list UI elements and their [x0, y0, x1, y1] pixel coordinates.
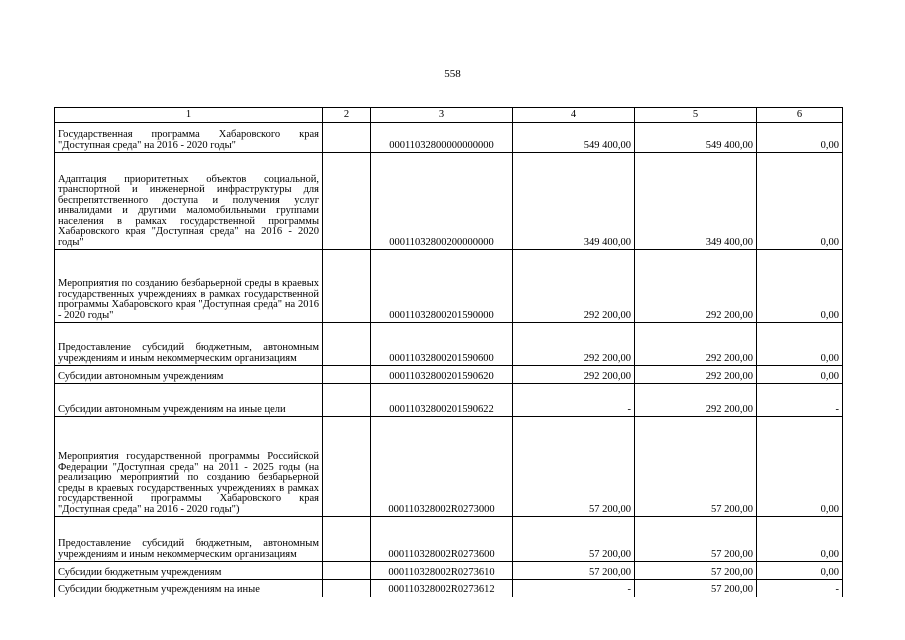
- row-value-6: -: [757, 580, 843, 597]
- column-header-5: 5: [635, 108, 757, 123]
- row-name: Предоставление субсидий бюджетным, автономным учреждениям и иным некоммерческим организациям: [55, 517, 323, 562]
- row-name: Субсидии автономным учреждениям на иные цели: [55, 384, 323, 417]
- table-row: [55, 562, 843, 580]
- row-value-6: 0,00: [757, 517, 843, 562]
- row-col2: [323, 366, 371, 384]
- row-value-4: -: [513, 580, 635, 597]
- row-col2: [323, 580, 371, 597]
- table-row: [55, 323, 843, 366]
- row-name: Субсидии бюджетным учреждениям: [55, 562, 323, 580]
- row-col2: [323, 323, 371, 366]
- row-value-6: 0,00: [757, 323, 843, 366]
- row-code: 00011032800201590000: [371, 250, 513, 323]
- row-value-5: 57 200,00: [635, 580, 757, 597]
- row-col2: [323, 384, 371, 417]
- row-value-5: 292 200,00: [635, 250, 757, 323]
- row-name: Субсидии автономным учреждениям: [55, 366, 323, 384]
- row-name: Мероприятия по созданию безбарьерной среды в краевых государственных учреждениях в рамках государственной программы Хабаровского края "Доступная среда" на 2016 - 2020 годы": [55, 250, 323, 323]
- row-code: 00011032800201590622: [371, 384, 513, 417]
- row-value-4: 292 200,00: [513, 250, 635, 323]
- row-value-6: 0,00: [757, 250, 843, 323]
- row-code: 00011032800200000000: [371, 153, 513, 250]
- row-value-5: 57 200,00: [635, 417, 757, 517]
- table-row: [55, 153, 843, 250]
- row-value-4: 57 200,00: [513, 562, 635, 580]
- row-col2: [323, 123, 371, 153]
- row-value-5: 292 200,00: [635, 323, 757, 366]
- row-name: Субсидии бюджетным учреждениям на иные: [55, 580, 323, 597]
- row-name: Предоставление субсидий бюджетным, автономным учреждениям и иным некоммерческим организациям: [55, 323, 323, 366]
- row-code: 00011032800000000000: [371, 123, 513, 153]
- row-code: 00011032800201590620: [371, 366, 513, 384]
- budget-table: [54, 107, 843, 597]
- table-row: [55, 580, 843, 597]
- row-value-5: 292 200,00: [635, 384, 757, 417]
- row-value-5: 292 200,00: [635, 366, 757, 384]
- row-value-5: 57 200,00: [635, 562, 757, 580]
- row-name: Мероприятия государственной программы Российской Федерации "Доступная среда" на 2011 - 2025 годы (на реализацию мероприятий по созданию безбарьерной среды в краевых государственных учреждениях в рамках государственной программы Хабаровского края "Доступная среда" на 2016 - 2020 годы"): [55, 417, 323, 517]
- row-code: 000110328002R0273612: [371, 580, 513, 597]
- row-name: Адаптация приоритетных объектов социальной, транспортной и инженерной инфраструктуры для беспрепятственного доступа и получения услуг инвалидами и другими маломобильными группами населения в рамках государственной программы Хабаровского края "Доступная среда" на 2016 - 2020 годы": [55, 153, 323, 250]
- row-value-4: 292 200,00: [513, 323, 635, 366]
- row-value-6: -: [757, 384, 843, 417]
- row-value-6: 0,00: [757, 123, 843, 153]
- row-code: 000110328002R0273000: [371, 417, 513, 517]
- row-value-6: 0,00: [757, 417, 843, 517]
- row-col2: [323, 517, 371, 562]
- table-row: [55, 384, 843, 417]
- row-value-5: 549 400,00: [635, 123, 757, 153]
- row-value-4: 57 200,00: [513, 417, 635, 517]
- table-row: [55, 123, 843, 153]
- row-col2: [323, 250, 371, 323]
- row-value-4: 349 400,00: [513, 153, 635, 250]
- row-value-4: 549 400,00: [513, 123, 635, 153]
- row-code: 000110328002R0273610: [371, 562, 513, 580]
- row-value-6: 0,00: [757, 562, 843, 580]
- row-value-6: 0,00: [757, 366, 843, 384]
- row-value-5: 349 400,00: [635, 153, 757, 250]
- row-value-5: 57 200,00: [635, 517, 757, 562]
- page-number: 558: [444, 68, 461, 80]
- column-header-2: 2: [323, 108, 371, 123]
- row-code: 000110328002R0273600: [371, 517, 513, 562]
- table-row: [55, 250, 843, 323]
- column-header-1: 1: [55, 108, 323, 123]
- column-header-4: 4: [513, 108, 635, 123]
- column-header-3: 3: [371, 108, 513, 123]
- row-value-4: 292 200,00: [513, 366, 635, 384]
- table-row: [55, 417, 843, 517]
- table-row: [55, 517, 843, 562]
- row-code: 00011032800201590600: [371, 323, 513, 366]
- table-row: [55, 366, 843, 384]
- row-value-4: 57 200,00: [513, 517, 635, 562]
- column-header-6: 6: [757, 108, 843, 123]
- row-col2: [323, 562, 371, 580]
- row-col2: [323, 417, 371, 517]
- table-header-row: [55, 108, 843, 123]
- row-col2: [323, 153, 371, 250]
- row-value-4: -: [513, 384, 635, 417]
- row-value-6: 0,00: [757, 153, 843, 250]
- row-name: Государственная программа Хабаровского края "Доступная среда" на 2016 - 2020 годы": [55, 123, 323, 153]
